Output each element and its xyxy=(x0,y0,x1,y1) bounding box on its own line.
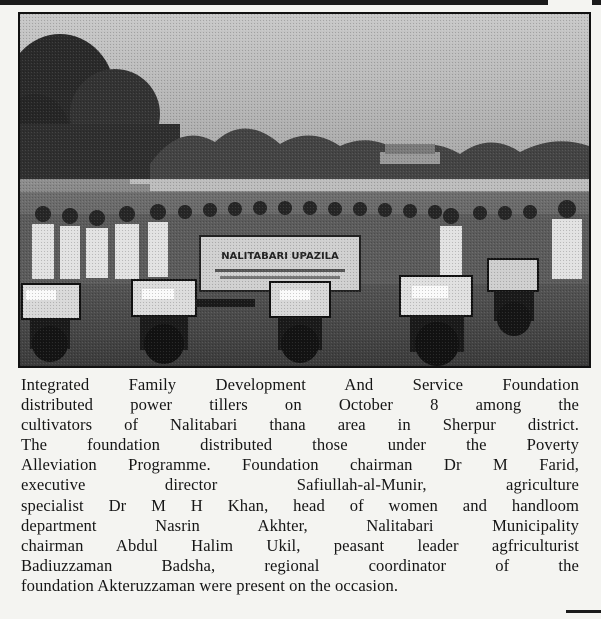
caption-line-6: executive director Safiullah-al-Munir, agriculture xyxy=(21,475,579,495)
photo-illustration xyxy=(20,14,589,366)
caption-line-3: cultivators of Nalitabari thana area in Sherpur district. xyxy=(21,415,579,435)
caption-line-8: department Nasrin Akhter, Nalitabari Municipality xyxy=(21,515,579,535)
top-rule xyxy=(0,0,601,5)
caption-line-5: Alleviation Programme. Foundation chairman Dr M Farid, xyxy=(21,455,579,475)
bottom-rule xyxy=(566,610,601,613)
caption-line-9: chairman Abdul Halim Ukil, peasant leader agfriculturist xyxy=(21,535,579,555)
caption-line-7: specialist Dr M H Khan, head of women and handloom xyxy=(21,495,579,515)
photo-caption xyxy=(21,375,579,596)
top-rule-gap xyxy=(548,0,592,5)
caption-line-2: distributed power tillers on October 8 among the xyxy=(21,395,579,415)
caption-line-11: foundation Akteruzzaman were present on the occasion. xyxy=(21,575,399,595)
caption-line-10: Badiuzzaman Badsha, regional coordinator of the xyxy=(21,555,579,575)
caption-line-4: The foundation distributed those under the Poverty xyxy=(21,435,579,455)
caption-line-1: Integrated Family Development And Service Foundation xyxy=(21,375,579,394)
news-photo xyxy=(18,12,591,368)
